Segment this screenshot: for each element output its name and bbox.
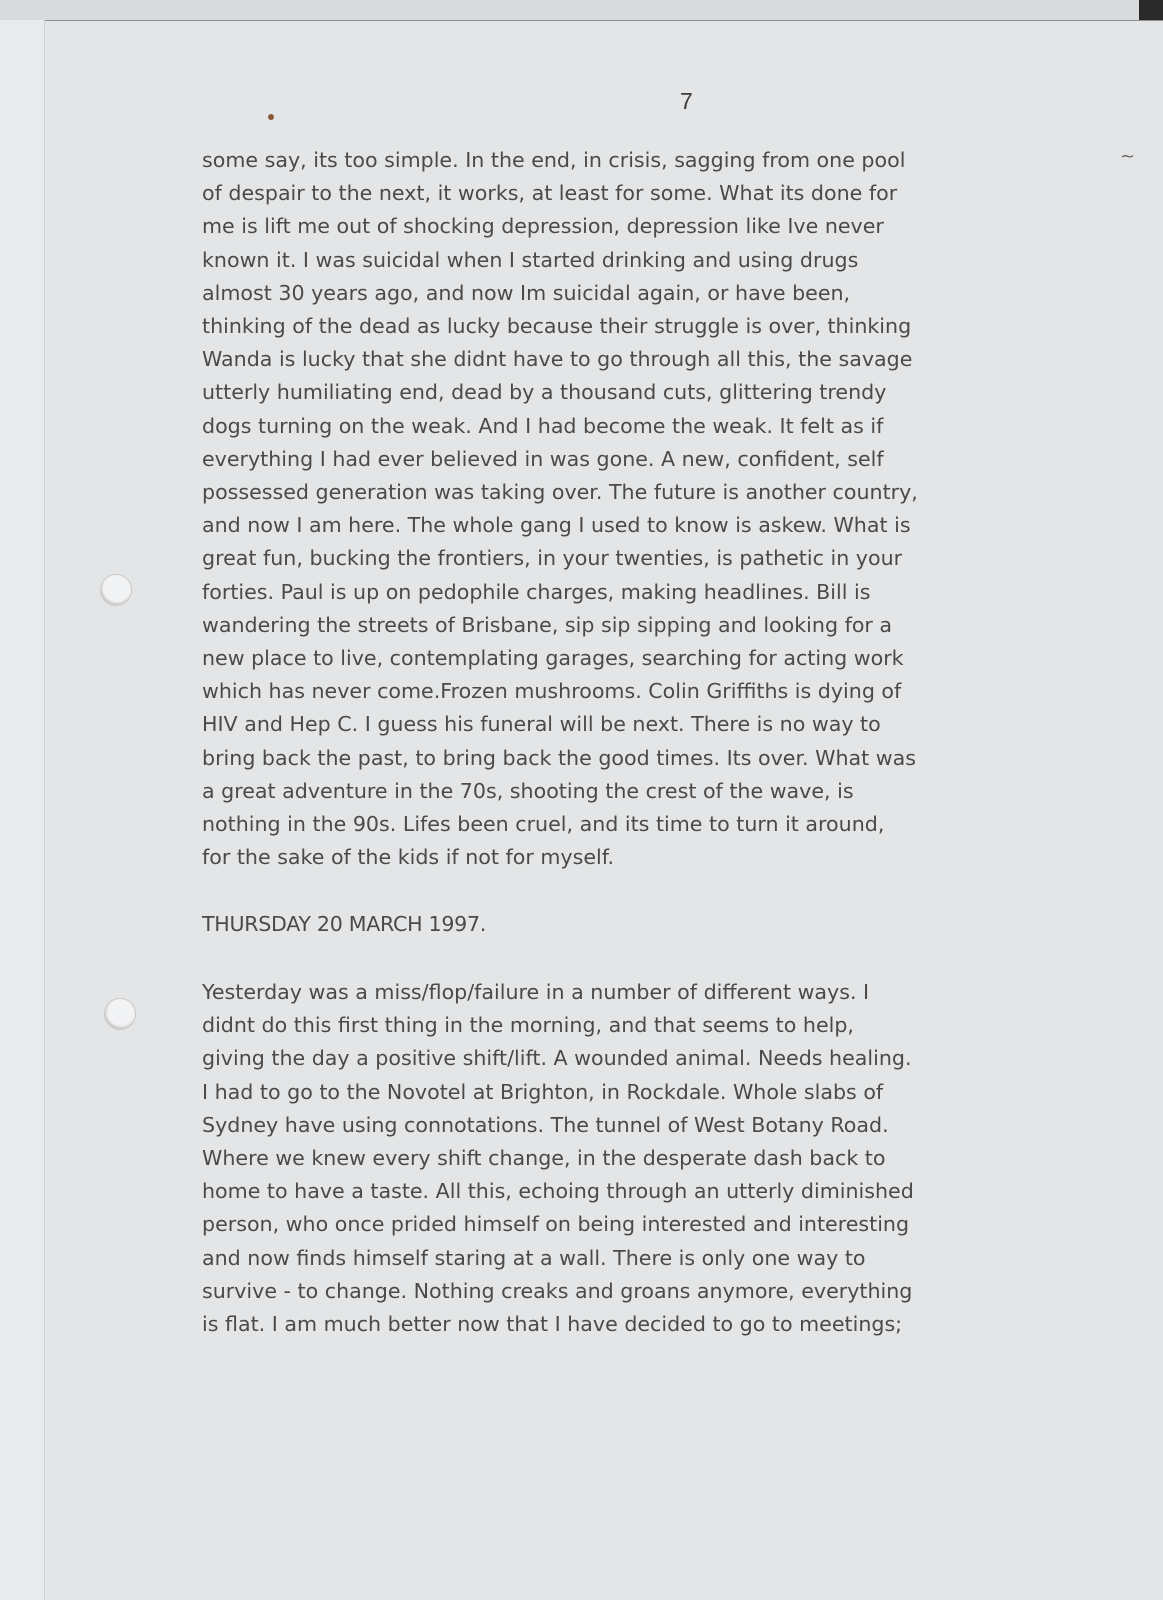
text-line: everything I had ever believed in was gone. A new, confident, self: [202, 446, 884, 471]
text-line: which has never come.Frozen mushrooms. Colin Griffiths is dying of: [202, 679, 902, 704]
scan-corner-shadow: [1139, 0, 1163, 20]
punch-hole-bottom: [104, 998, 136, 1030]
text-line: utterly humiliating end, dead by a thousand cuts, glittering trendy: [202, 380, 887, 405]
page-number: 7: [680, 88, 693, 114]
text-line: dogs turning on the weak. And I had become the weak. It felt as if: [202, 413, 884, 438]
text-line: almost 30 years ago, and now Im suicidal again, or have been,: [202, 280, 851, 305]
text-line: and now finds himself staring at a wall. There is only one way to: [202, 1245, 866, 1270]
text-line: Yesterday was a miss/flop/failure in a number of different ways. I: [202, 980, 870, 1004]
text-line: survive - to change. Nothing creaks and groans anymore, everything: [202, 1278, 913, 1303]
paragraph-1: [202, 144, 1022, 874]
text-line: Where we knew every shift change, in the desperate dash back to: [202, 1146, 886, 1171]
date-heading: THURSDAY 20 MARCH 1997.: [202, 912, 486, 936]
punch-hole-top: [100, 574, 132, 606]
scan-left-edge: [0, 20, 45, 1600]
text-line: possessed generation was taking over. The future is another country,: [202, 480, 918, 505]
text-line: Wanda is lucky that she didnt have to go through all this, the savage: [202, 347, 913, 372]
text-line: and now I am here. The whole gang I used to know is askew. What is: [202, 513, 911, 538]
margin-mark: ~: [1120, 146, 1136, 167]
text-line: is flat. I am much better now that I have decided to go to meetings;: [202, 1312, 903, 1337]
text-line: Sydney have using connotations. The tunnel of West Botany Road.: [202, 1112, 889, 1137]
text-line: HIV and Hep C. I guess his funeral will be next. There is no way to: [202, 712, 881, 737]
text-line: wandering the streets of Brisbane, sip sip sipping and looking for a: [202, 612, 893, 637]
scan-top-edge: [0, 0, 1163, 21]
text-line: some say, its too simple. In the end, in crisis, sagging from one pool: [202, 148, 906, 172]
text-line: great fun, bucking the frontiers, in your twenties, is pathetic in your: [202, 546, 903, 571]
text-line: for the sake of the kids if not for myself.: [202, 845, 615, 870]
text-line: nothing in the 90s. Lifes been cruel, and its time to turn it around,: [202, 812, 885, 837]
text-line: a great adventure in the 70s, shooting the crest of the wave, is: [202, 778, 854, 803]
text-line: of despair to the next, it works, at least for some. What its done for: [202, 181, 898, 206]
text-line: bring back the past, to bring back the good times. Its over. What was: [202, 745, 916, 770]
text-line: known it. I was suicidal when I started drinking and using drugs: [202, 247, 859, 272]
text-line: giving the day a positive shift/lift. A wounded animal. Needs healing.: [202, 1046, 912, 1071]
ink-dot: [268, 114, 274, 120]
paragraph-2: [202, 976, 1022, 1341]
text-line: forties. Paul is up on pedophile charges, making headlines. Bill is: [202, 579, 871, 604]
text-line: didnt do this first thing in the morning, and that seems to help,: [202, 1013, 854, 1038]
text-line: person, who once prided himself on being interested and interesting: [202, 1212, 910, 1237]
text-line: home to have a taste. All this, echoing through an utterly diminished: [202, 1179, 914, 1204]
text-line: thinking of the dead as lucky because their struggle is over, thinking: [202, 314, 912, 339]
text-line: I had to go to the Novotel at Brighton, in Rockdale. Whole slabs of: [202, 1079, 884, 1104]
text-line: new place to live, contemplating garages, searching for acting work: [202, 646, 904, 671]
text-line: me is lift me out of shocking depression, depression like Ive never: [202, 214, 884, 239]
